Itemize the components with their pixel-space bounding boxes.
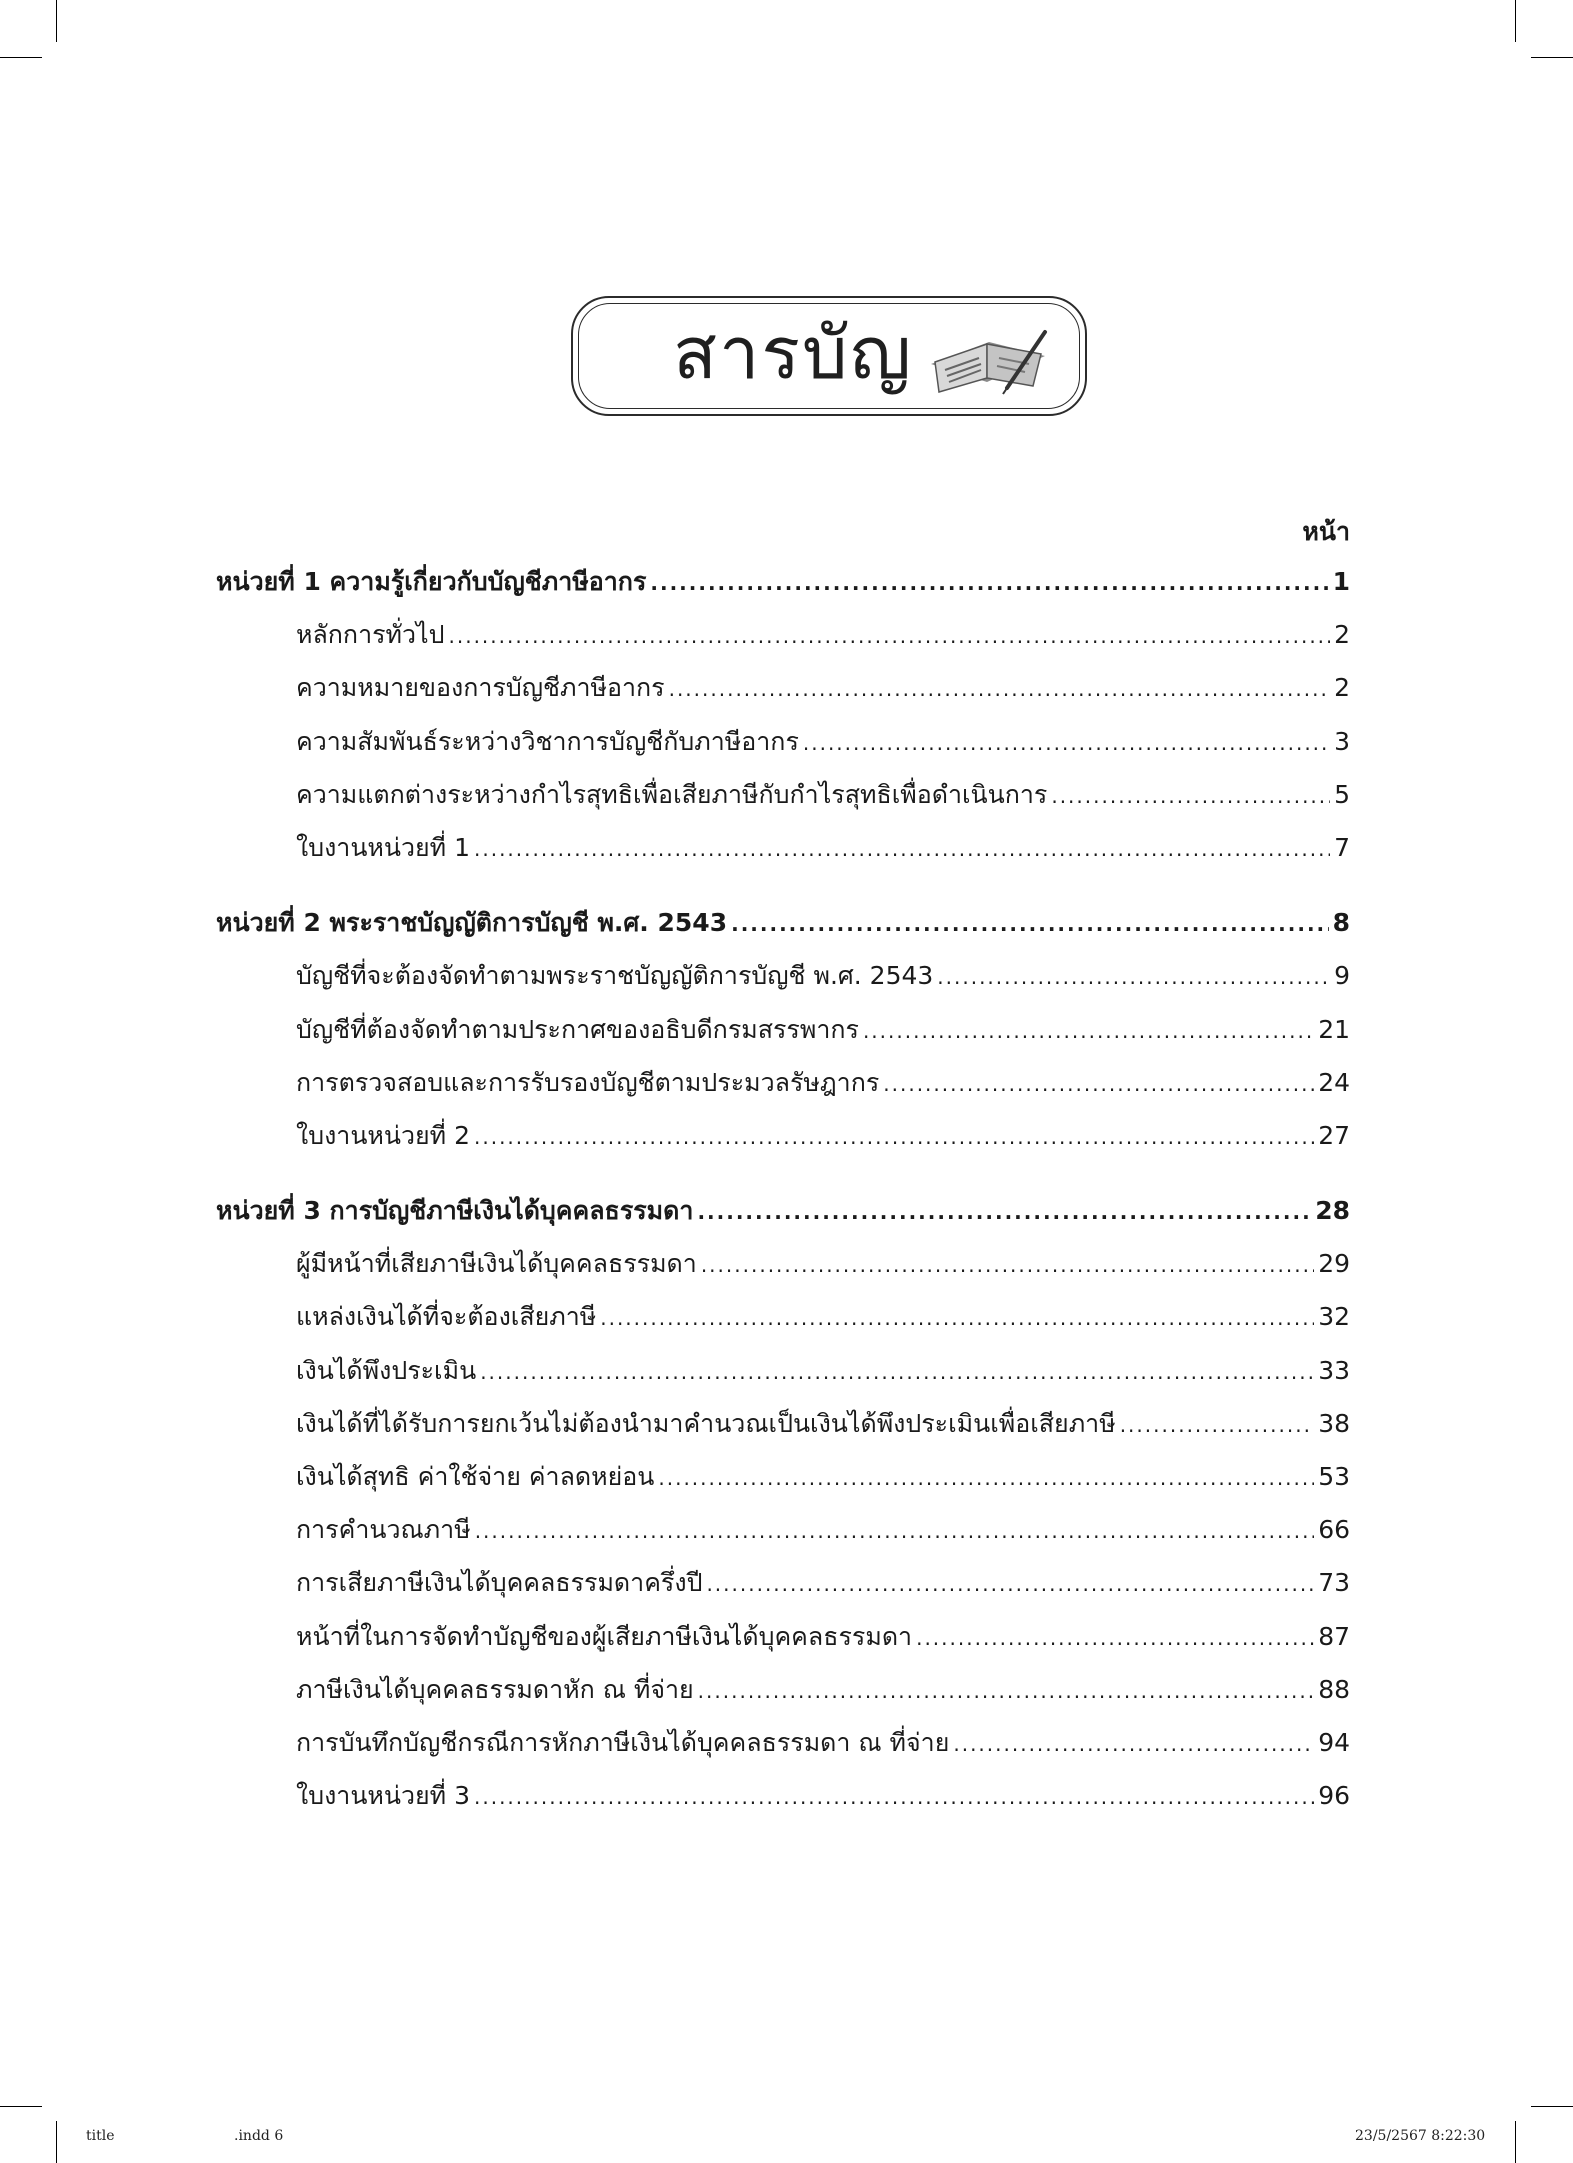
toc-item-page: 2 <box>1334 620 1350 650</box>
leader-dots <box>474 1771 1314 1824</box>
crop-mark <box>0 57 42 58</box>
table-of-contents <box>216 555 1350 1822</box>
toc-item-label: ผู้มีหน้าที่เสียภาษีเงินได้บุคคลธรรมดา <box>296 1249 697 1279</box>
slug-filename: title <box>86 2128 115 2144</box>
toc-item-label: ความสัมพันธ์ระหว่างวิชาการบัญชีกับภาษีอากร <box>296 726 799 756</box>
crop-mark <box>56 2121 57 2163</box>
toc-item-page: 88 <box>1318 1674 1350 1704</box>
toc-item <box>216 1716 1350 1769</box>
toc-item-label: หลักการทั่วไป <box>296 620 445 650</box>
toc-item <box>216 821 1350 874</box>
leader-dots <box>803 717 1330 770</box>
toc-item-label: ใบงานหน่วยที่ 3 <box>296 1781 470 1811</box>
leader-dots <box>475 1505 1315 1558</box>
leader-dots <box>863 1005 1314 1058</box>
leader-dots <box>1051 770 1330 823</box>
title-frame <box>571 296 1087 416</box>
page-column-header: หน้า <box>1302 517 1350 546</box>
toc-item <box>216 1237 1350 1290</box>
leader-dots <box>474 1111 1314 1164</box>
toc-item-label: แหล่งเงินได้ที่จะต้องเสียภาษี <box>296 1302 597 1332</box>
leader-dots <box>698 1665 1315 1718</box>
toc-item <box>216 1663 1350 1716</box>
toc-item-label: ภาษีเงินได้บุคคลธรรมดาหัก ณ ที่จ่าย <box>296 1674 694 1704</box>
toc-item <box>216 1003 1350 1056</box>
section-gap <box>216 1162 1350 1184</box>
toc-item-label: ใบงานหน่วยที่ 2 <box>296 1120 470 1150</box>
leader-dots <box>449 610 1331 663</box>
toc-item-label: หน้าที่ในการจัดทำบัญชีของผู้เสียภาษีเงินได้บุคคลธรรมดา <box>296 1621 913 1651</box>
toc-item-label: การตรวจสอบและการรับรองบัญชีตามประมวลรัษฎากร <box>296 1067 880 1097</box>
toc-item-label: ใบงานหน่วยที่ 1 <box>296 832 470 862</box>
toc-item-label: เงินได้พึงประเมิน <box>296 1355 477 1385</box>
crop-mark <box>1531 57 1573 58</box>
toc-item-page: 53 <box>1318 1462 1350 1491</box>
toc-item-page: 7 <box>1334 832 1350 862</box>
leader-dots <box>474 823 1330 876</box>
toc-item-page: 87 <box>1318 1621 1350 1651</box>
toc-item-page: 94 <box>1318 1727 1350 1757</box>
toc-item-label: การบันทึกบัญชีกรณีการหักภาษีเงินได้บุคคลธรรมดา ณ ที่จ่าย <box>296 1727 950 1757</box>
toc-item <box>216 1769 1350 1822</box>
leader-dots <box>916 1612 1314 1665</box>
toc-unit-3 <box>216 1184 1350 1237</box>
leader-dots <box>480 1346 1314 1399</box>
toc-item <box>216 715 1350 768</box>
leader-dots <box>669 663 1331 716</box>
leader-dots <box>1120 1399 1314 1452</box>
toc-item <box>216 1556 1350 1609</box>
toc-item-page: 32 <box>1318 1302 1350 1332</box>
leader-dots <box>706 1558 1314 1611</box>
toc-item <box>216 661 1350 714</box>
toc-item-label: การเสียภาษีเงินได้บุคคลธรรมดาครึ่งปี <box>296 1568 703 1598</box>
toc-item-page: 38 <box>1318 1408 1350 1438</box>
toc-item-page: 5 <box>1334 779 1350 809</box>
leader-dots <box>658 1452 1314 1505</box>
toc-unit-label: หน่วยที่ 2 พระราชบัญญัติการบัญชี พ.ศ. 2543 <box>216 908 728 938</box>
leader-dots <box>883 1058 1314 1111</box>
toc-unit-page: 8 <box>1332 908 1350 938</box>
toc-item-label: บัญชีที่ต้องจัดทำตามประกาศของอธิบดีกรมสรรพากร <box>296 1014 859 1044</box>
toc-item <box>216 1450 1350 1503</box>
leader-dots <box>937 951 1330 1004</box>
toc-item-label: ความแตกต่างระหว่างกำไรสุทธิเพื่อเสียภาษีกับกำไรสุทธิเพื่อดำเนินการ <box>296 779 1048 809</box>
toc-item-page: 24 <box>1318 1067 1350 1097</box>
toc-item-page: 96 <box>1318 1781 1350 1811</box>
toc-item <box>216 768 1350 821</box>
crop-mark <box>1515 2121 1516 2163</box>
crop-mark <box>1515 0 1516 42</box>
toc-item-page: 27 <box>1318 1120 1350 1150</box>
open-book-pen-icon <box>925 324 1053 398</box>
crop-mark <box>1531 2106 1573 2107</box>
toc-item-page: 9 <box>1334 961 1350 991</box>
leader-dots <box>600 1292 1314 1345</box>
toc-item-label: เงินได้สุทธิ ค่าใช้จ่าย ค่าลดหย่อน <box>296 1462 655 1491</box>
toc-unit-page: 28 <box>1315 1196 1350 1226</box>
toc-item-page: 3 <box>1334 726 1350 756</box>
slug-file-ext-page: .indd 6 <box>234 2128 284 2144</box>
toc-item-label: ความหมายของการบัญชีภาษีอากร <box>296 673 665 703</box>
toc-item-page: 2 <box>1334 673 1350 703</box>
toc-item-label: การคำนวณภาษี <box>296 1515 471 1545</box>
section-gap <box>216 874 1350 896</box>
toc-item <box>216 608 1350 661</box>
toc-item <box>216 949 1350 1002</box>
toc-item <box>216 1397 1350 1450</box>
toc-item-page: 73 <box>1318 1568 1350 1598</box>
slug-timestamp: 23/5/2567 8:22:30 <box>1355 2128 1486 2144</box>
toc-unit-label: หน่วยที่ 3 การบัญชีภาษีเงินได้บุคคลธรรมดา <box>216 1196 694 1226</box>
toc-item-page: 33 <box>1318 1355 1350 1385</box>
toc-item-page: 66 <box>1318 1515 1350 1545</box>
toc-item-label: บัญชีที่จะต้องจัดทำตามพระราชบัญญัติการบัญชี พ.ศ. 2543 <box>296 961 934 991</box>
leader-dots <box>731 898 1329 951</box>
toc-unit-2 <box>216 896 1350 949</box>
page-title: สารบัญ <box>673 311 914 395</box>
crop-mark <box>56 0 57 42</box>
toc-unit-1 <box>216 555 1350 608</box>
crop-mark <box>0 2106 42 2107</box>
leader-dots <box>650 557 1328 610</box>
toc-unit-page: 1 <box>1332 567 1350 596</box>
toc-item <box>216 1503 1350 1556</box>
toc-item <box>216 1290 1350 1343</box>
leader-dots <box>953 1718 1314 1771</box>
leader-dots <box>697 1186 1311 1239</box>
toc-item <box>216 1109 1350 1162</box>
toc-item <box>216 1610 1350 1663</box>
toc-item-page: 21 <box>1318 1014 1350 1044</box>
toc-unit-label: หน่วยที่ 1 ความรู้เกี่ยวกับบัญชีภาษีอากร <box>216 567 647 596</box>
toc-item <box>216 1344 1350 1397</box>
toc-item <box>216 1056 1350 1109</box>
toc-item-page: 29 <box>1318 1249 1350 1279</box>
toc-item-label: เงินได้ที่ได้รับการยกเว้นไม่ต้องนำมาคำนวณเป็นเงินได้พึงประเมินเพื่อเสียภาษี <box>296 1408 1116 1438</box>
leader-dots <box>701 1239 1314 1292</box>
